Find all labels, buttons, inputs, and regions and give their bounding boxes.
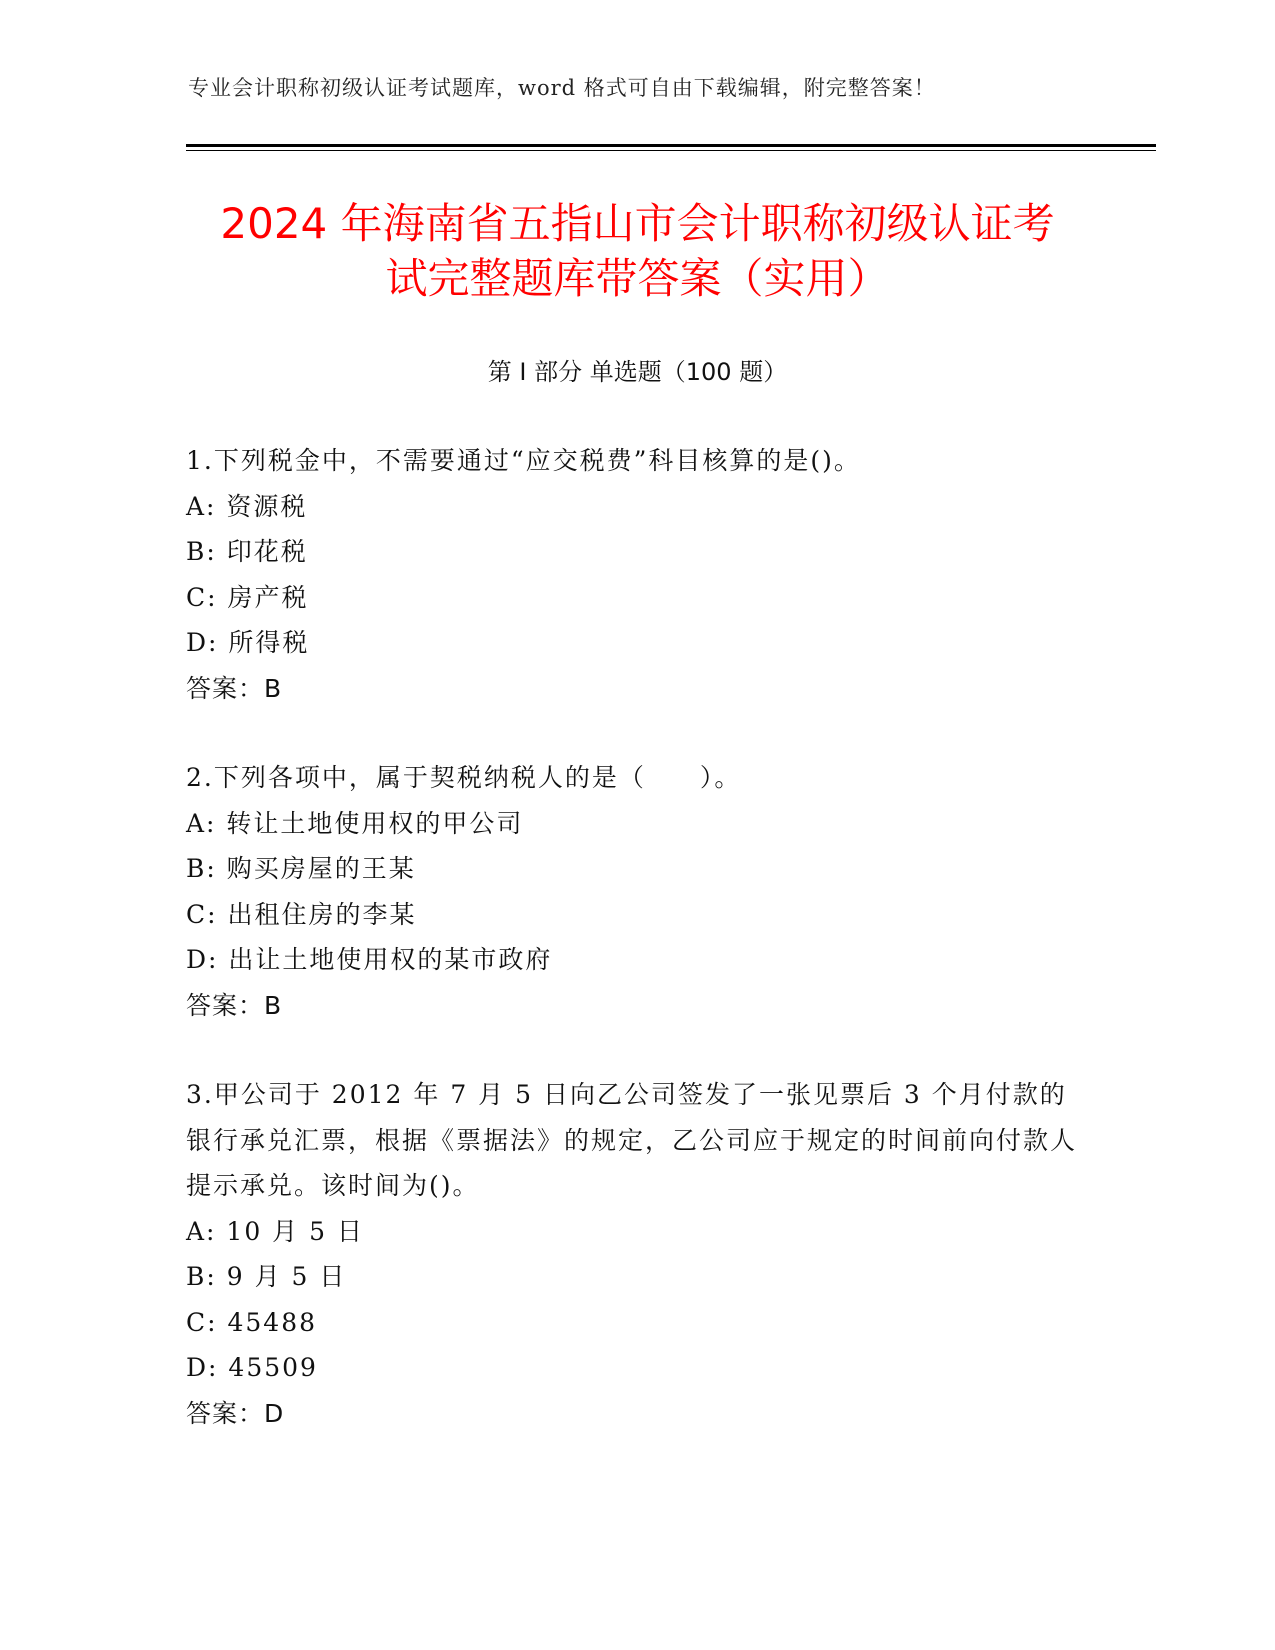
- answer: 答案：D: [186, 1398, 285, 1428]
- option-b: B: 购买房屋的王某: [186, 854, 416, 883]
- question-list: [186, 438, 1086, 1480]
- option-c: C: 出租住房的李某: [186, 899, 417, 929]
- option-b: B: 印花税: [186, 537, 308, 566]
- option-a: A: 转让土地使用权的甲公司: [186, 808, 524, 838]
- header-rule-thin: [186, 150, 1156, 151]
- option-a: A: 资源税: [186, 491, 308, 521]
- page-header: 专业会计职称初级认证考试题库，word 格式可自由下载编辑，附完整答案！: [188, 76, 936, 100]
- option-c: C: 房产税: [186, 582, 309, 612]
- header-rule: [186, 144, 1156, 147]
- option-d: D: 45509: [186, 1353, 318, 1382]
- answer: 答案：B: [186, 990, 283, 1020]
- option-d: D: 所得税: [186, 628, 310, 657]
- question-stem: 2.下列各项中，属于契税纳税人的是（ ）。: [186, 763, 742, 792]
- section-title: 第 I 部分 单选题（100 题）: [487, 358, 788, 386]
- question-2: [186, 755, 1086, 1028]
- question-1: [186, 438, 1086, 711]
- document-title-line-2: 试完整题库带答案（实用）: [385, 254, 890, 303]
- option-c: C: 45488: [186, 1307, 318, 1337]
- option-b: B: 9 月 5 日: [186, 1262, 347, 1291]
- option-a: A: 10 月 5 日: [186, 1216, 364, 1246]
- document-title: [140, 196, 1135, 306]
- question-stem: 1.下列税金中，不需要通过“应交税费”科目核算的是()。: [186, 446, 861, 475]
- question-3: [186, 1072, 1086, 1436]
- question-stem: 3.甲公司于 2012 年 7 月 5 日向乙公司签发了一张见票后 3 个月付款的银行承兑汇票，根据《票据法》的规定，乙公司应于规定的时间前向付款人提示承兑。该时间为()。: [186, 1080, 1078, 1200]
- document-title-line-1: 2024 年海南省五指山市会计职称初级认证考: [220, 199, 1055, 248]
- option-d: D: 出让土地使用权的某市政府: [186, 945, 553, 974]
- answer: 答案：B: [186, 673, 283, 703]
